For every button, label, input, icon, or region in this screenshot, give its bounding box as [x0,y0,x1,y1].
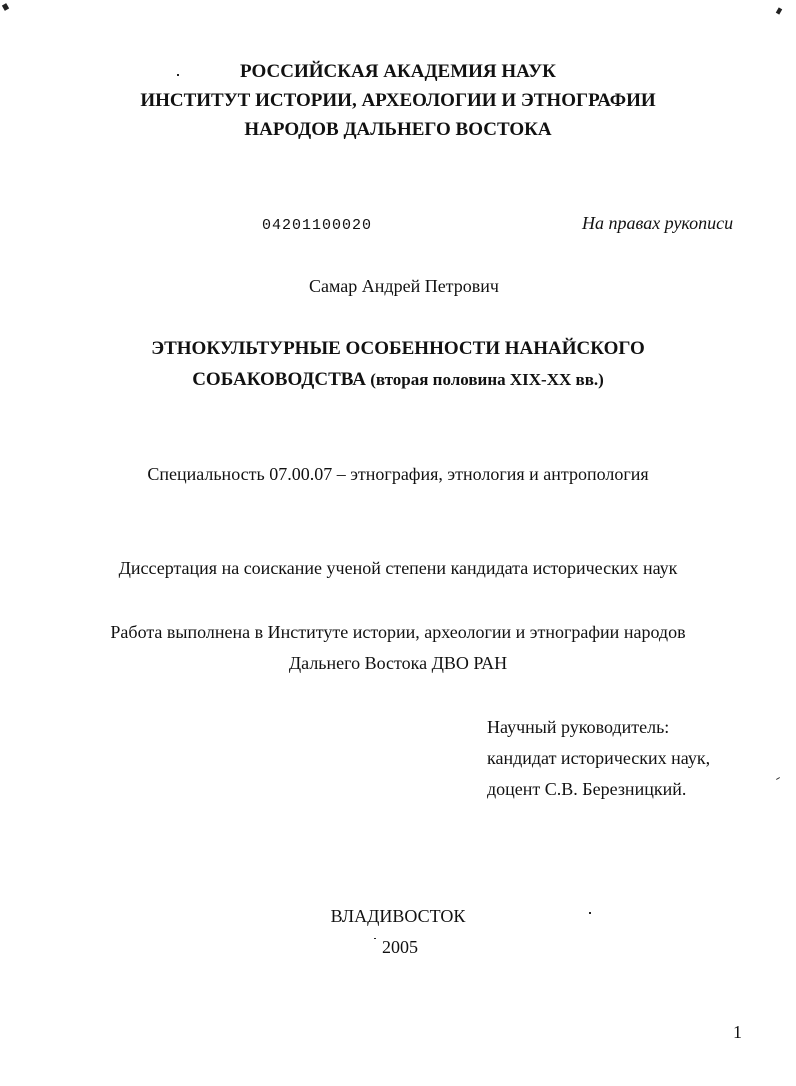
page-number: 1 [733,1022,742,1042]
city: ВЛАДИВОСТОК [330,906,466,926]
scan-dot [776,777,780,780]
year: 2005 [382,937,418,957]
scan-mark-top-left [2,3,9,11]
author-name: Самар Андрей Петрович [309,276,499,296]
header-academy: РОССИЙСКАЯ АКАДЕМИЯ НАУК [240,61,556,82]
dissertation-title-period: (вторая половина XIX-XX вв.) [365,370,604,389]
supervisor-name: доцент С.В. Березницкий. [487,779,687,799]
supervisor-label: Научный руководитель: [487,717,670,737]
work-place-line1: Работа выполнена в Институте истории, археологии и этнографии народов [110,622,686,642]
dissertation-title-line2 [0,369,796,391]
header-region: НАРОДОВ ДАЛЬНЕГО ВОСТОКА [244,119,552,140]
header-institute: ИНСТИТУТ ИСТОРИИ, АРХЕОЛОГИИ И ЭТНОГРАФИИ [140,90,656,111]
supervisor-degree: кандидат исторических наук, [487,748,711,768]
manuscript-rights: На правах рукописи [582,213,734,233]
dissertation-title-line1: ЭТНОКУЛЬТУРНЫЕ ОСОБЕННОСТИ НАНАЙСКОГО [151,338,645,359]
work-place-line2: Дальнего Востока ДВО РАН [288,653,508,673]
scan-mark-top-right [776,7,782,14]
registration-number: 04201100020 [262,217,373,234]
dissertation-title-main: СОБАКОВОДСТВА [192,369,366,390]
degree-statement: Диссертация на соискание ученой степени кандидата исторических наук [118,558,678,578]
specialty: Специальность 07.00.07 – этнография, этнология и антропология [147,464,649,484]
